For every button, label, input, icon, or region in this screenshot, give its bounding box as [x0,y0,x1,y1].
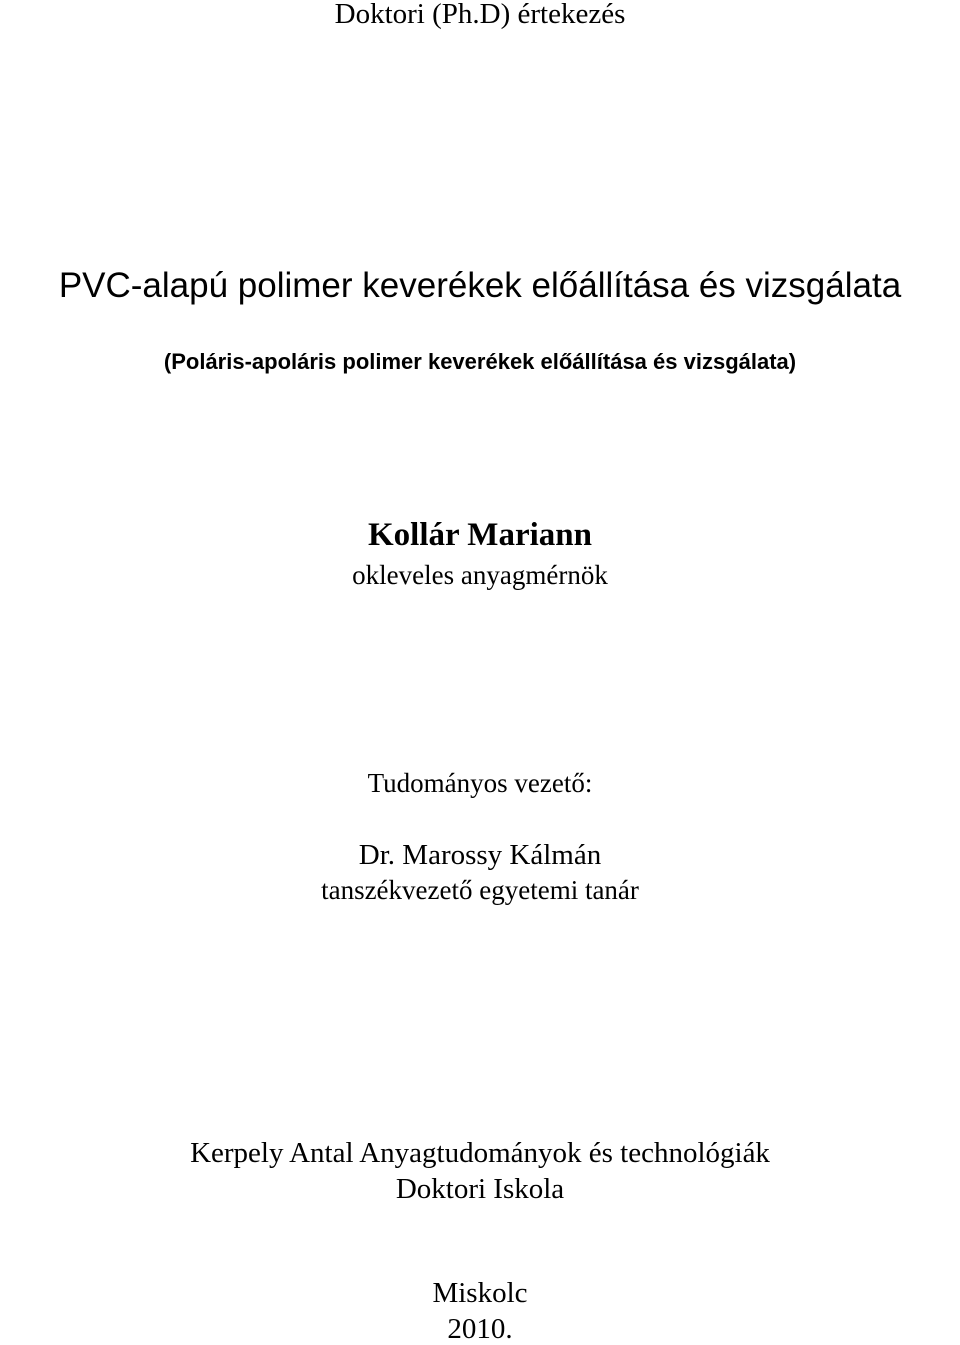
thesis-subtitle: (Poláris-apoláris polimer keverékek előállítása és vizsgálata) [163,349,797,374]
document-header: Doktori (Ph.D) értekezés [334,0,626,30]
year: 2010. [447,1313,513,1345]
advisor-position: tanszékvezető egyetemi tanár [321,875,639,905]
author-degree: okleveles anyagmérnök [352,560,608,590]
place: Miskolc [432,1277,528,1309]
thesis-title: PVC-alapú polimer keverékek előállítása és vizsgálata [58,266,902,305]
advisor-label: Tudományos vezető: [367,768,593,798]
doctoral-school-name: Kerpely Antal Anyagtudományok és technológiák [190,1137,770,1169]
advisor-name: Dr. Marossy Kálmán [358,839,602,871]
author-name: Kollár Mariann [368,517,592,553]
doctoral-school-name-line2: Doktori Iskola [395,1173,565,1205]
